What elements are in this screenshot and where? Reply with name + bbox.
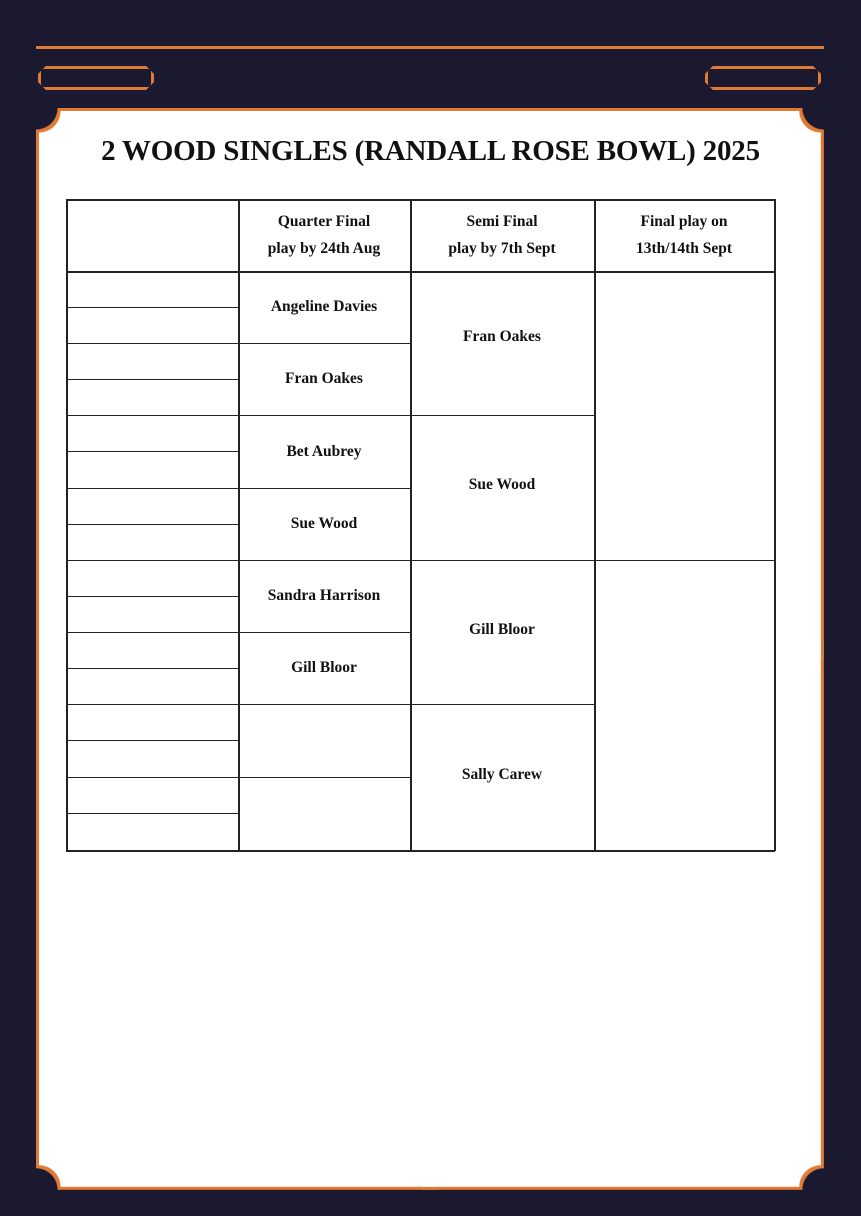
quarter-final-separator: [238, 488, 410, 489]
header-quarter-final: [238, 199, 410, 271]
quarter-final-1: Angeline Davies: [270, 298, 378, 315]
semi-final-separator: [410, 415, 594, 416]
semi-final-separator: [410, 560, 594, 561]
quarter-final-separator: [238, 343, 410, 344]
entry-row-line: [66, 632, 240, 633]
entry-row-line: [66, 488, 240, 489]
quarter-final-2: Fran Oakes: [285, 370, 363, 387]
header-quarter-final-line2: play by 24th Aug: [267, 240, 381, 257]
header-semi-final-line2: play by 7th Sept: [448, 240, 556, 257]
semi-final-4: Sally Carew: [461, 766, 543, 783]
page-title: 2 WOOD SINGLES (RANDALL ROSE BOWL) 2025: [101, 135, 760, 167]
header-separator: [66, 271, 774, 273]
semi-final-2: Sue Wood: [468, 476, 536, 493]
right-decorative-tab: [705, 66, 821, 90]
quarter-final-separator: [238, 704, 410, 705]
entry-row-line: [66, 740, 240, 741]
final-separator: [594, 560, 774, 561]
entry-row-line: [66, 379, 240, 380]
quarter-final-8: [238, 777, 410, 850]
entry-row-line: [66, 307, 240, 308]
entry-row-line: [66, 415, 240, 416]
header-semi-final-line1: Semi Final: [466, 213, 538, 230]
quarter-final-separator: [238, 632, 410, 633]
quarter-final-4: Sue Wood: [290, 515, 358, 532]
table-border-top: [66, 199, 774, 201]
header-final-line2: 13th/14th Sept: [635, 240, 733, 257]
quarter-final-6: Gill Bloor: [291, 659, 357, 676]
top-decorative-rule: [36, 46, 824, 49]
left-decorative-tab: [38, 66, 154, 90]
final-1: [594, 271, 774, 560]
entry-row-line: [66, 704, 240, 705]
entry-row-line: [66, 668, 240, 669]
semi-final-separator: [410, 704, 594, 705]
quarter-final-separator: [238, 415, 410, 416]
header-final-line1: Final play on: [640, 213, 728, 230]
quarter-final-separator: [238, 560, 410, 561]
table-border-right: [774, 199, 776, 851]
quarter-final-5: Sandra Harrison: [267, 587, 381, 604]
column-separator: [594, 199, 596, 850]
semi-final-1: Fran Oakes: [463, 328, 541, 345]
entry-row-line: [66, 451, 240, 452]
final-2: [594, 560, 774, 850]
entry-row-line: [66, 777, 240, 778]
entry-row-line: [66, 596, 240, 597]
entry-row-line: [66, 813, 240, 814]
semi-final-3: Gill Bloor: [469, 621, 535, 638]
header-final: [594, 199, 774, 271]
header-semi-final: [410, 199, 594, 271]
quarter-final-separator: [238, 777, 410, 778]
table-border-bottom: [66, 850, 775, 852]
entry-row-line: [66, 560, 240, 561]
header-quarter-final-line1: Quarter Final: [277, 213, 371, 230]
entry-row-line: [66, 343, 240, 344]
entry-row-line: [66, 524, 240, 525]
quarter-final-7: [238, 704, 410, 777]
quarter-final-3: Bet Aubrey: [286, 442, 362, 460]
column-separator: [410, 199, 412, 850]
